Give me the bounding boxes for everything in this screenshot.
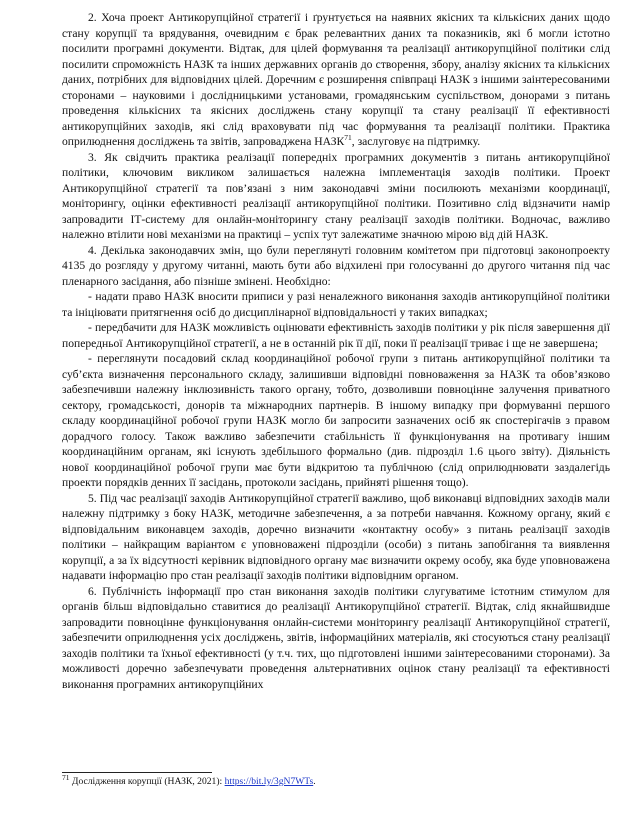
paragraph-5: 5. Під час реалізації заходів Антикорупційної стратегії важливо, щоб виконавці відповідних заходів мали належну підтримку з боку НАЗК, методичне забезпечення, а за потреби навчання. Кожному органу, який є відповідальним виконавцем заходів, доречно визначити «контактну особу» з питань реалізації заходів політики – найкращим варіантом є уповноважені підрозділи (особи) з питань запобігання та виявлення корупції, а за їх відсутності керівник відповідного органу має визначити окрему особу, яка буде уповноважена надавати інформацію про стан реалізації заходів політики відповідним органом.: [62, 491, 610, 582]
footnote-number: 71: [62, 772, 70, 782]
list-item-working-group: - переглянути посадовий склад координаційної робочої групи з питань антикорупційної політики та суб’єкта визначення персонального складу, залишивши відповідні повноваження за НАЗК та обов’язково забезпечивши належну інклюзивність такого органу, тобто, дозволивши повноцінне залучення приватного сектору, громадськості, донорів та міжнародних партнерів. В іншому випадку при формуванні першого складу координаційної робочої групи НАЗК могло би запросити зазначених осіб як спостерігачів з правом дорадчого голосу. Також важливо забезпечити стабільність її функціонування на противагу іншим координаційним органам, які існують здебільшого формально (див. підрозділ 1.6 цього звіту). Діяльність нової координаційної робочої групи має бути відкритою та публічною (слід оприлюднювати заздалегідь проекти порядків денних її засідань, протоколи засідань, прийняті рішення тощо).: [62, 352, 610, 489]
footnote-divider: [62, 772, 212, 773]
footnote-text: Дослідження корупції (НАЗК, 2021):: [69, 776, 225, 787]
footnote-71: [62, 772, 610, 788]
paragraph-3: 3. Як свідчить практика реалізації попередніх програмних документів з питань антикорупційної політики, ключовим викликом залишається належна імплементація заходів політики. Проект Антикорупційної стратегії та пов’язані з ним законодавчі зміни посилюють механізми координації, моніторингу, оцінки ефективності реалізації антикорупційної політики. Позитивно слід відзначити намір запровадити ІТ-систему для онлайн-моніторингу стану реалізації заходів політики. Водночас, важливо належно втілити нові механізми на практиці – успіх тут залежатиме значною мірою від дій НАЗК.: [62, 150, 610, 241]
footnote-ref-71[interactable]: 71: [344, 133, 352, 143]
paragraph-6: 6. Публічність інформації про стан виконання заходів політики слугуватиме істотним стимулом для органів більш відповідально ставитися до реалізації Антикорупційної стратегії. Відтак, слід якнайшвидше запровадити повноцінне функціонування онлайн-системи моніторингу реалізації Антикорупційної стратегії, забезпечити оприлюднення усіх досліджень, звітів, інформаційних матеріалів, які стосуються стану реалізації заходів політики та їхньої ефективності (у т.ч. тих, що підготовлені іншими заінтересованими сторонами). За можливості доречно забезпечувати проведення альтернативних оцінок стану реалізації та ефективності виконання програмних антикорупційних: [62, 584, 610, 691]
paragraph-4: 4. Декілька законодавчих змін, що були переглянуті головним комітетом при підготовці законопроекту 4135 до розгляду у другому читанні, мають бути або відхилені при голосуванні до другого читання під час пленарного засідання, або пізніше змінені. Необхідно:: [62, 243, 610, 288]
paragraph-2-text-end: , заслуговує на підтримку.: [351, 135, 481, 148]
footnote-end: .: [313, 776, 316, 787]
paragraph-2-text: 2. Хоча проект Антикорупційної стратегії і ґрунтується на наявних якісних та кількісних даних щодо стану корупції та врядування, очевидним є брак релевантних даних та показників, які б могли істотно посилити програмні документи. Відтак, для цілей формування та реалізації антикорупційної політики слід посилити спроможність НАЗК та інших державних органів до створення, збору, аналізу якісних та кількісних даних, потрібних для відповідних цілей. Доречним є розширення співпраці НАЗК з іншими заінтересованими сторонами – науковими і дослідницькими установами, громадянським суспільством, донорами з питань проведення кількісних та якісних досліджень стану корупції та стану реалізації її ефективності антикорупційних заходів, які слід враховувати під час формування та реалізації політики. Практика оприлюднення досліджень та звітів, запроваджена НАЗК: [62, 11, 610, 148]
document-body: [62, 10, 610, 692]
footnote-link[interactable]: https://bit.ly/3gN7WTs: [224, 776, 314, 787]
list-item-evaluation: - передбачити для НАЗК можливість оцінювати ефективність заходів політики у рік після завершення дії попередньої Антикорупційної стратегії, а не в останній рік її дії, поки її реалізації триває і ще не завершена;: [62, 321, 610, 350]
paragraph-2: [62, 10, 610, 150]
list-item-prescriptions: - надати право НАЗК вносити приписи у разі неналежного виконання заходів антикорупційної політики та ініціювати притягнення осіб до дисциплінарної відповідальності у таких випадках;: [62, 290, 610, 319]
